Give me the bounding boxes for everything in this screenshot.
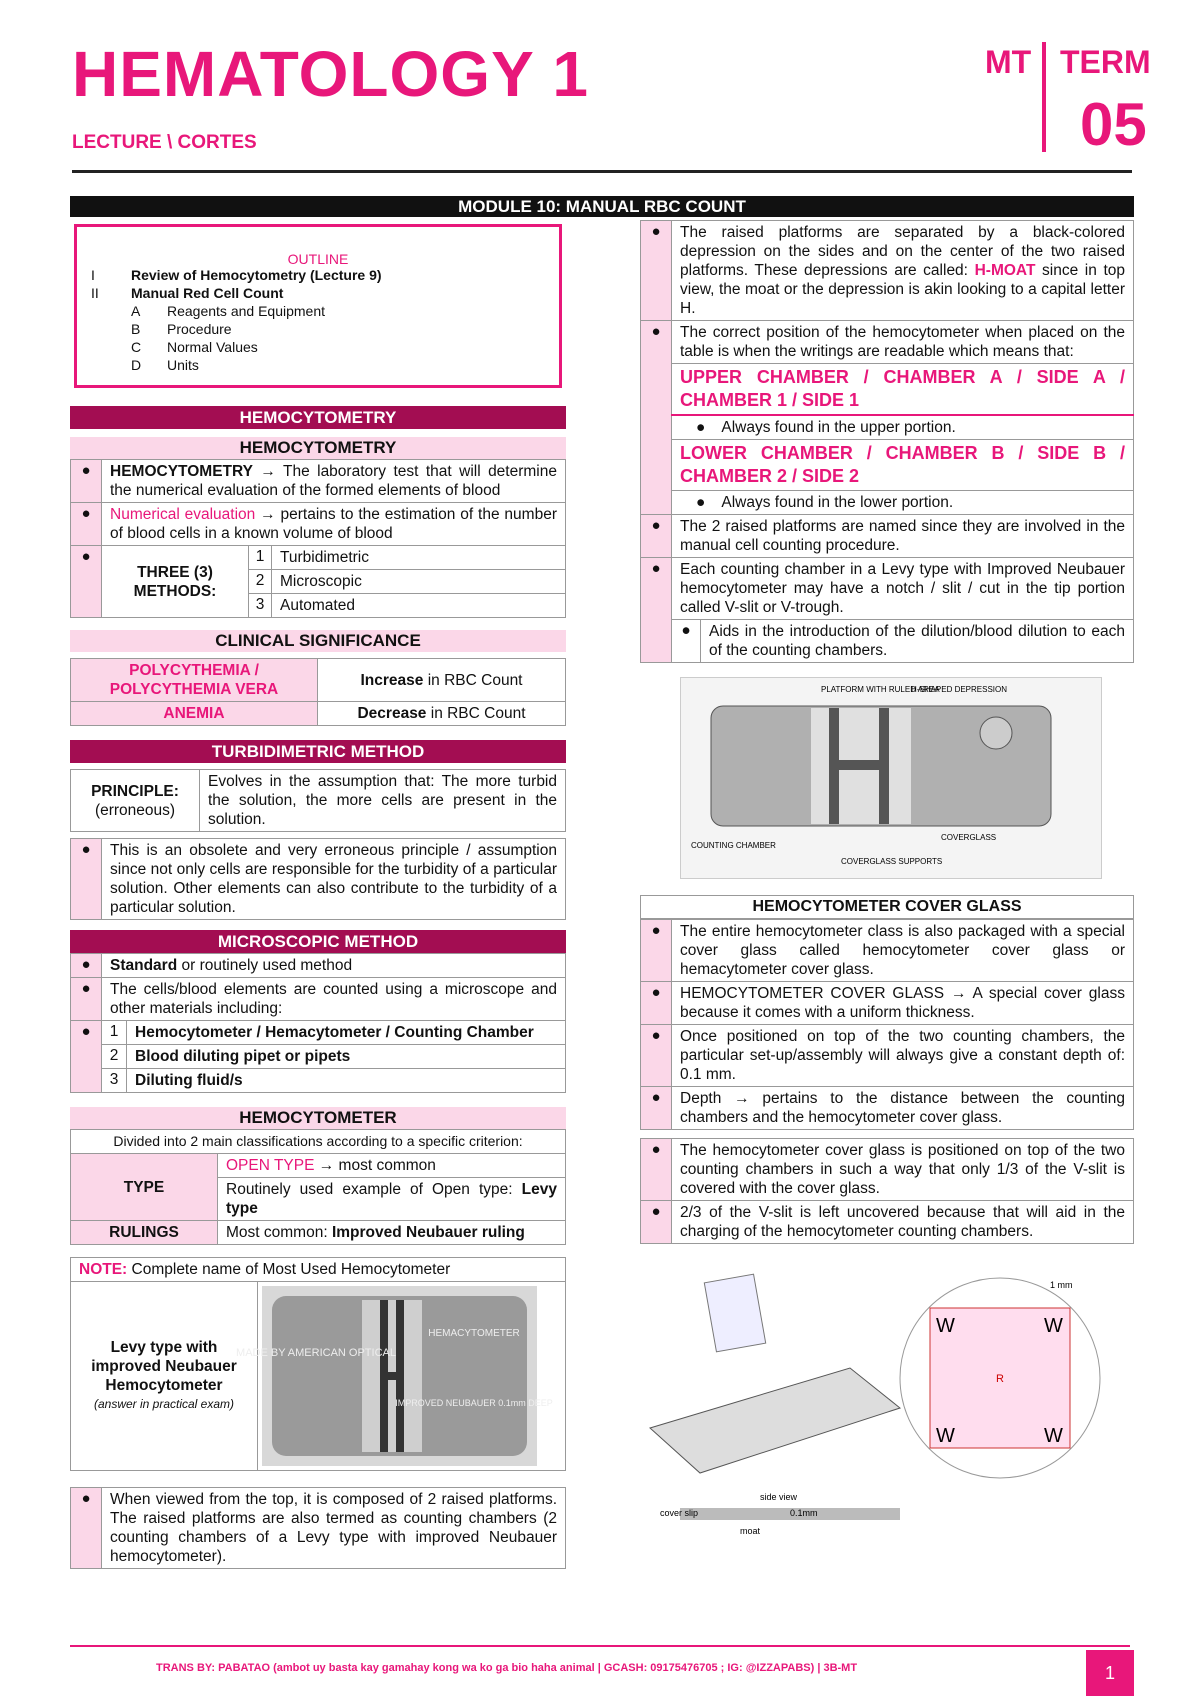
photo-brand: MADE BY AMERICAN OPTICAL xyxy=(236,1347,396,1359)
mt-label: MT xyxy=(985,44,1032,80)
grid-w-3: W xyxy=(936,1425,955,1447)
section-microscopic: MICROSCOPIC METHOD xyxy=(70,930,566,953)
footer-text: TRANS BY: PABATAO (ambot uy basta kay gamahay kong wa ko ga bio haha animal | GCASH: 09175476705 ; IG: @IZZAPABS) | 3B-MT xyxy=(156,1662,858,1674)
hemocytometer-title: HEMOCYTOMETER xyxy=(70,1107,566,1129)
right-column xyxy=(640,220,1134,1548)
grid-r: R xyxy=(996,1373,1004,1385)
header-rule xyxy=(72,170,1132,173)
page-number: 1 xyxy=(1086,1650,1134,1696)
moat-label: moat xyxy=(740,1526,761,1536)
outline-title: OUTLINE xyxy=(287,251,349,267)
photo-label: HEMACYTOMETER xyxy=(428,1328,520,1339)
outline-item: A Reagents and Equipment xyxy=(131,303,325,319)
counting-grid-diagram xyxy=(640,1258,1120,1548)
term-number: 05 xyxy=(1080,91,1147,158)
clinical-title: CLINICAL SIGNIFICANCE xyxy=(70,630,566,652)
module-title: MODULE 10: MANUAL RBC COUNT xyxy=(70,196,1134,217)
term-label: TERM xyxy=(1060,44,1151,80)
grid-w-1: W xyxy=(936,1315,955,1337)
side-view-label: side view xyxy=(760,1492,798,1502)
label-coverglass: COVERGLASS xyxy=(941,833,997,842)
footer-rule xyxy=(70,1645,1130,1647)
outline-item: C Normal Values xyxy=(131,339,258,355)
grid-w-4: W xyxy=(1044,1425,1063,1447)
hemocytometry-table: ● HEMOCYTOMETRY → The laboratory test that will determine the numerical evaluation of the formed elements of blood ● Numerical evaluation → pertains to the estimation of the number of blood cells in a known volume of blood ● THREE (3) METHODS: 1 Turbidimetric 2 Microscopic 3 Automated xyxy=(70,459,566,618)
clinical-table: POLYCYTHEMIA / POLYCYTHEMIA VERA Increase in RBC Count ANEMIA Decrease in RBC Count xyxy=(70,658,566,726)
label-hdep: H-SHAPED DEPRESSION xyxy=(911,685,1008,694)
hemocytometer-diagram xyxy=(680,677,1102,879)
label-platform: PLATFORM WITH RULED AREA xyxy=(821,685,940,694)
section-hemocytometry: HEMOCYTOMETRY xyxy=(70,406,566,429)
coverglass-table-2: ● The hemocytometer cover glass is positioned on top of the two counting chambers in such a way that only 1/3 of the V-slit is covered with the cover glass. ● 2/3 of the V-slit is left uncovered because that will aid in the charging of the hemocytometer counting chambers. xyxy=(640,1138,1134,1244)
depth-label: 0.1mm xyxy=(790,1508,818,1518)
page-title: HEMATOLOGY 1 xyxy=(72,38,589,110)
left-bottom-note: ● When viewed from the top, it is composed of 2 raised platforms. The raised platforms are also termed as counting chambers (2 counting chambers of a Levy type with improved Neubauer hemocytometer). xyxy=(70,1487,566,1569)
outline-box xyxy=(74,224,562,388)
turbidimetric-table: PRINCIPLE: (erroneous) Evolves in the assumption that: The more turbid the solution, the more cells are present in the solution. xyxy=(70,769,566,832)
coverglass-title: HEMOCYTOMETER COVER GLASS xyxy=(640,895,1134,919)
photo-label-2: IMPROVED NEUBAUER 0.1mm DEEP xyxy=(395,1398,553,1408)
section-turbidimetric: TURBIDIMETRIC METHOD xyxy=(70,740,566,763)
hemocytometer-table: Divided into 2 main classifications according to a specific criterion: TYPE OPEN TYPE → most common Routinely used example of Open type: Levy type RULINGS Most common: Improved Neubauer ruling xyxy=(70,1129,566,1245)
label-supports: COVERGLASS SUPPORTS xyxy=(841,857,943,866)
left-column xyxy=(70,406,566,1569)
grid-w-2: W xyxy=(1044,1315,1063,1337)
note-table: NOTE: Complete name of Most Used Hemocytometer Levy type with improved Neubauer Hemocytometer (answer in practical exam) MADE BY AMERICAN OPTICAL HEMACYTOMETER IMPROVED NEUBAUER 0.1mm DEEP xyxy=(70,1257,566,1471)
outline-item: B Procedure xyxy=(131,321,232,337)
outline-item: I Review of Hemocytometry (Lecture 9) xyxy=(91,267,382,283)
coverslip-label: cover slip xyxy=(660,1508,699,1518)
coverglass-table: ● The entire hemocytometer class is also packaged with a special cover glass called hemocytometer cover glass or hemacytometer cover glass. ● HEMOCYTOMETER COVER GLASS → A special cover glass because it comes with a uniform thickness. ● Once positioned on top of the two counting chambers, the particular set-up/assembly will always give a constant depth of: 0.1 mm. ● Depth → pertains to the distance between the counting chambers and the hemocytometer cover glass. xyxy=(640,919,1134,1130)
subsection-hemocytometry: HEMOCYTOMETRY xyxy=(70,437,566,459)
page-subtitle: LECTURE \ CORTES xyxy=(72,132,257,153)
outline-item: D Units xyxy=(131,357,199,373)
microscopic-table: ● Standard or routinely used method ● The cells/blood elements are counted using a microscope and other materials including: ● 1 Hemocytometer / Hemacytometer / Counting Chamber 2 Blood diluting pipet or pipets 3 Diluting fluid/s xyxy=(70,953,566,1093)
header-divider xyxy=(1042,42,1046,152)
grid-mm: 1 mm xyxy=(1050,1280,1073,1290)
right-table: ● The raised platforms are separated by a black-colored depression on the sides and on the center of the two raised platforms. These depressions are called: H-MOAT since in top view, the moat or the depression is akin looking to a capital letter H. ● The correct position of the hemocytometer when placed on the table is when the writings are readable which means that: UPPER CHAMBER / CHAMBER A / SIDE A / CHAMBER 1 / SIDE 1 ● Always found in the upper portion. LOWER CHAMBER / CHAMBER B / SIDE B / CHAMBER 2 / SIDE 2 ● Always found in the lower portion. ● The 2 raised platforms are named since they are involved in the manual cell counting procedure. ● Each counting chamber in a Levy type with Improved Neubauer hemocytometer may have a notch / slit / cut in the tip portion called V-slit or V-trough. ● Aids in the introduction of the dilution/blood dilution to each of the counting chambers. xyxy=(640,220,1134,663)
label-counting: COUNTING CHAMBER xyxy=(691,841,776,850)
outline-item: II Manual Red Cell Count xyxy=(91,285,284,301)
turbidimetric-note: ● This is an obsolete and very erroneous principle / assumption since not only cells are responsible for the turbidity of a particular solution. Other elements can also contribute to the turbidity of a particular solution. xyxy=(70,838,566,920)
